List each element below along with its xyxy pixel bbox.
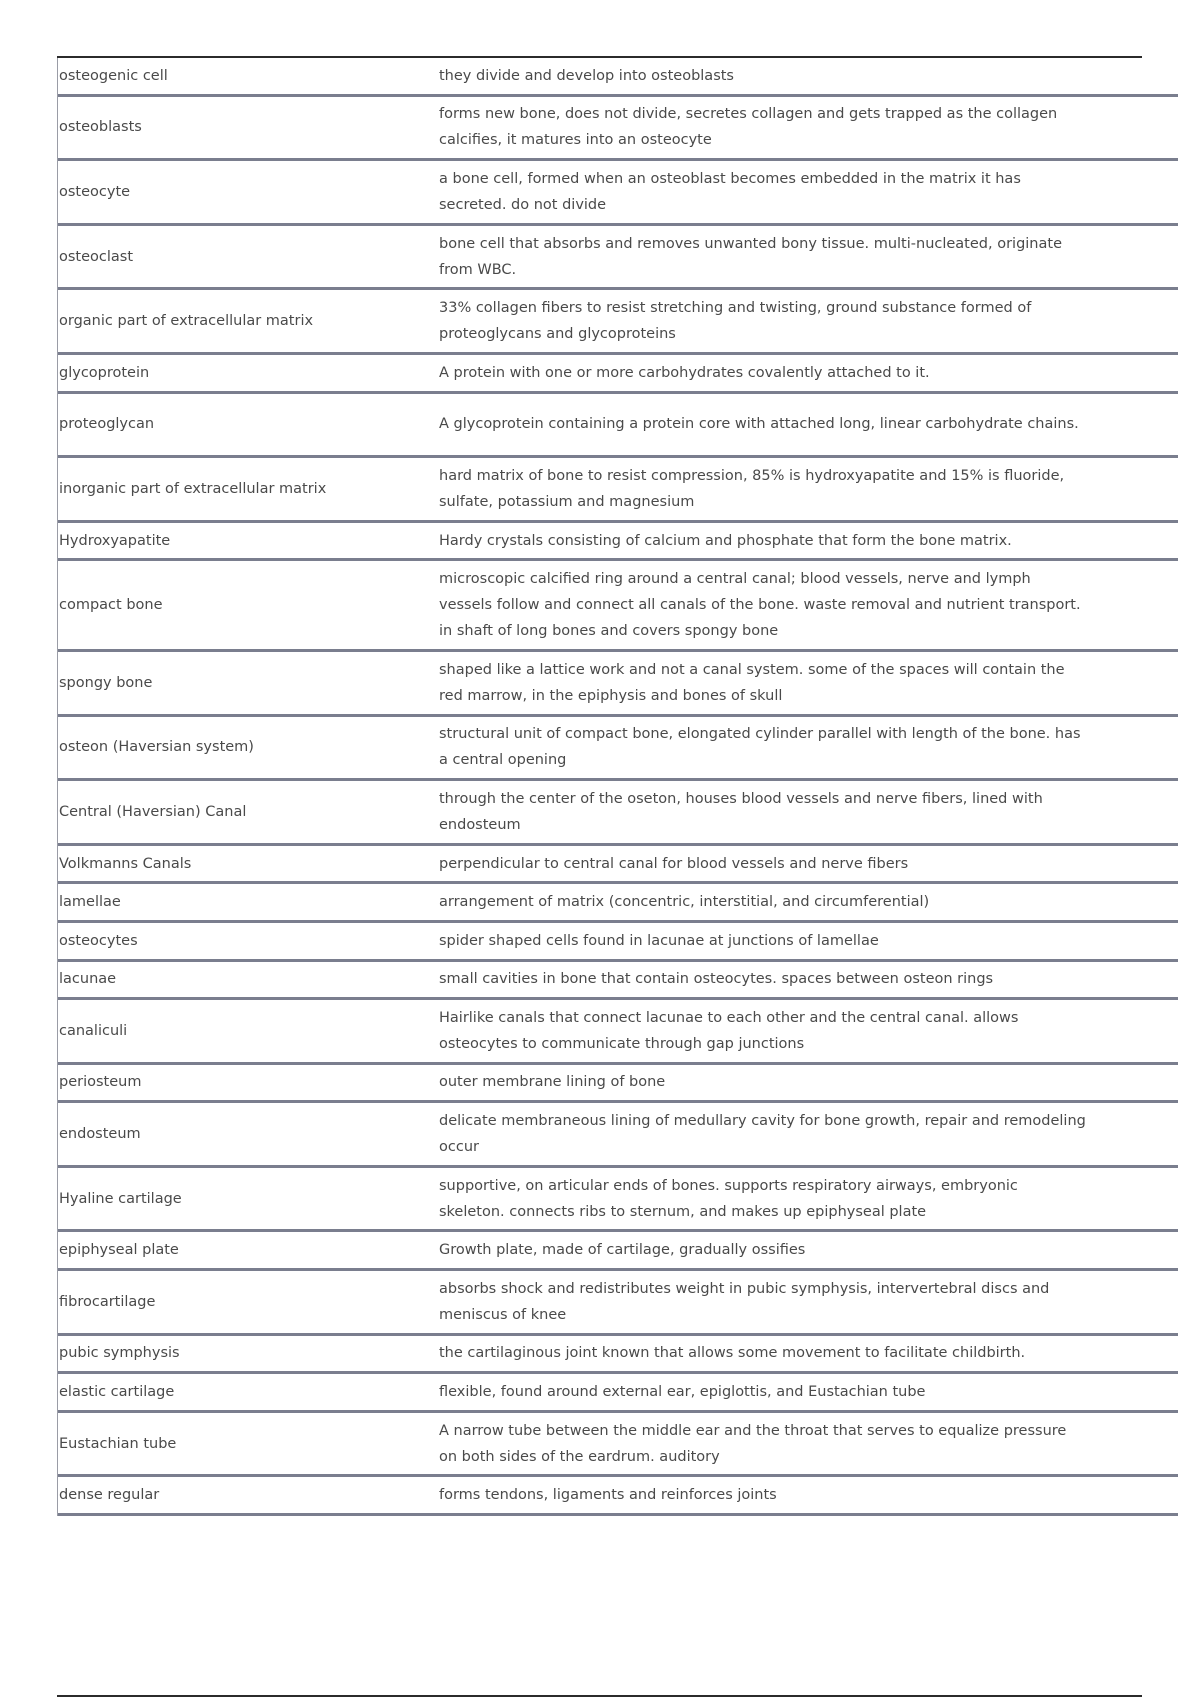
table-row xyxy=(58,652,1178,717)
table-row xyxy=(58,1168,1178,1233)
definition-cell: flexible, found around external ear, epiglottis, and Eustachian tube xyxy=(439,1384,926,1401)
term-cell: Volkmanns Canals xyxy=(59,855,192,872)
term-cell: Hydroxyapatite xyxy=(59,532,171,549)
table-row xyxy=(58,226,1178,291)
table-row xyxy=(58,1413,1178,1478)
definition-cell: Hairlike canals that connect lacunae to each other and the central canal. allows osteocytes to communicate through gap junctions xyxy=(439,1009,1019,1052)
definition-cell: Growth plate, made of cartilage, gradually ossifies xyxy=(439,1242,806,1259)
definition-cell: Hardy crystals consisting of calcium and phosphate that form the bone matrix. xyxy=(439,532,1012,549)
term-cell: osteogenic cell xyxy=(59,67,168,84)
definition-cell: hard matrix of bone to resist compression, 85% is hydroxyapatite and 15% is fluoride, sulfate, potassium and magnesium xyxy=(439,467,1065,510)
definition-cell: small cavities in bone that contain osteocytes. spaces between osteon rings xyxy=(439,971,994,988)
definition-cell: A glycoprotein containing a protein core with attached long, linear carbohydrate chains. xyxy=(439,416,1079,433)
term-cell: dense regular xyxy=(59,1487,160,1504)
table-row xyxy=(58,458,1178,523)
term-cell: endosteum xyxy=(59,1126,141,1143)
table-row xyxy=(58,1232,1178,1271)
table-row xyxy=(58,355,1178,394)
table-row xyxy=(58,290,1178,355)
table-row xyxy=(58,923,1178,962)
term-cell: glycoprotein xyxy=(59,364,150,381)
table-row xyxy=(58,161,1178,226)
definition-cell: bone cell that absorbs and removes unwanted bony tissue. multi-nucleated, originate from WBC. xyxy=(439,235,1062,278)
table-row xyxy=(58,884,1178,923)
term-cell: canaliculi xyxy=(59,1022,128,1039)
definition-cell: through the center of the oseton, houses blood vessels and nerve fibers, lined with endosteum xyxy=(439,790,1043,833)
definition-cell: 33% collagen fibers to resist stretching and twisting, ground substance formed of proteoglycans and glycoproteins xyxy=(439,300,1032,343)
table-row xyxy=(58,962,1178,1001)
table-row xyxy=(58,1271,1178,1336)
term-cell: proteoglycan xyxy=(59,416,155,433)
term-cell: osteoclast xyxy=(59,248,134,265)
table-row xyxy=(58,1065,1178,1104)
term-cell: lamellae xyxy=(59,894,121,911)
table-row xyxy=(58,781,1178,846)
definition-cell: microscopic calcified ring around a central canal; blood vessels, nerve and lymph vessels follow and connect all canals of the bone. waste removal and nutrient transport. in shaft of long bones and covers spongy bone xyxy=(439,571,1081,640)
term-cell: organic part of extracellular matrix xyxy=(59,313,314,330)
term-cell: lacunae xyxy=(59,971,117,988)
term-cell: elastic cartilage xyxy=(59,1384,175,1401)
table-row xyxy=(58,97,1178,162)
definition-cell: delicate membraneous lining of medullary cavity for bone growth, repair and remodeling occur xyxy=(439,1113,1086,1156)
term-cell: inorganic part of extracellular matrix xyxy=(59,480,327,497)
definition-cell: A protein with one or more carbohydrates covalently attached to it. xyxy=(439,364,930,381)
table-row xyxy=(58,1477,1178,1516)
table-row xyxy=(58,717,1178,782)
definition-cell: the cartilaginous joint known that allows some movement to facilitate childbirth. xyxy=(439,1345,1026,1362)
term-cell: compact bone xyxy=(59,597,163,614)
term-cell: epiphyseal plate xyxy=(59,1242,179,1259)
term-cell: fibrocartilage xyxy=(59,1293,156,1310)
table-row xyxy=(58,58,1178,97)
definition-cell: shaped like a lattice work and not a canal system. some of the spaces will contain the red marrow, in the epiphysis and bones of skull xyxy=(439,661,1065,704)
table-row xyxy=(58,1000,1178,1065)
table-row xyxy=(58,394,1178,459)
definition-cell: a bone cell, formed when an osteoblast becomes embedded in the matrix it has secreted. do not divide xyxy=(439,170,1021,213)
table-row xyxy=(58,523,1178,562)
table-row xyxy=(58,1374,1178,1413)
table-row xyxy=(58,1103,1178,1168)
term-cell: osteocytes xyxy=(59,932,138,949)
definition-cell: arrangement of matrix (concentric, interstitial, and circumferential) xyxy=(439,894,930,911)
definition-cell: forms tendons, ligaments and reinforces joints xyxy=(439,1487,777,1504)
term-cell: Eustachian tube xyxy=(59,1435,177,1452)
definition-cell: supportive, on articular ends of bones. supports respiratory airways, embryonic skeleton. connects ribs to sternum, and makes up epiphyseal plate xyxy=(439,1177,1018,1220)
definition-cell: they divide and develop into osteoblasts xyxy=(439,67,734,84)
definition-cell: A narrow tube between the middle ear and the throat that serves to equalize pressure on both sides of the eardrum. auditory xyxy=(439,1422,1067,1465)
term-cell: Central (Haversian) Canal xyxy=(59,803,247,820)
term-cell: spongy bone xyxy=(59,674,153,691)
definition-cell: forms new bone, does not divide, secretes collagen and gets trapped as the collagen calcifies, it matures into an osteocyte xyxy=(439,106,1058,149)
definition-cell: perpendicular to central canal for blood vessels and nerve fibers xyxy=(439,855,909,872)
bottom-divider xyxy=(57,1695,1142,1697)
term-cell: pubic symphysis xyxy=(59,1345,180,1362)
term-cell: osteocyte xyxy=(59,183,131,200)
table-row xyxy=(58,561,1178,652)
term-cell: periosteum xyxy=(59,1074,142,1091)
term-cell: Hyaline cartilage xyxy=(59,1190,182,1207)
flashcard-table xyxy=(57,58,1178,1516)
definition-cell: outer membrane lining of bone xyxy=(439,1074,666,1091)
term-cell: osteon (Haversian system) xyxy=(59,739,254,756)
definition-cell: structural unit of compact bone, elongated cylinder parallel with length of the bone. has a central opening xyxy=(439,726,1081,769)
table-row xyxy=(58,1336,1178,1375)
table-row xyxy=(58,846,1178,885)
definition-cell: spider shaped cells found in lacunae at junctions of lamellae xyxy=(439,932,879,949)
term-cell: osteoblasts xyxy=(59,119,142,136)
definition-cell: absorbs shock and redistributes weight in pubic symphysis, intervertebral discs and meniscus of knee xyxy=(439,1280,1050,1323)
